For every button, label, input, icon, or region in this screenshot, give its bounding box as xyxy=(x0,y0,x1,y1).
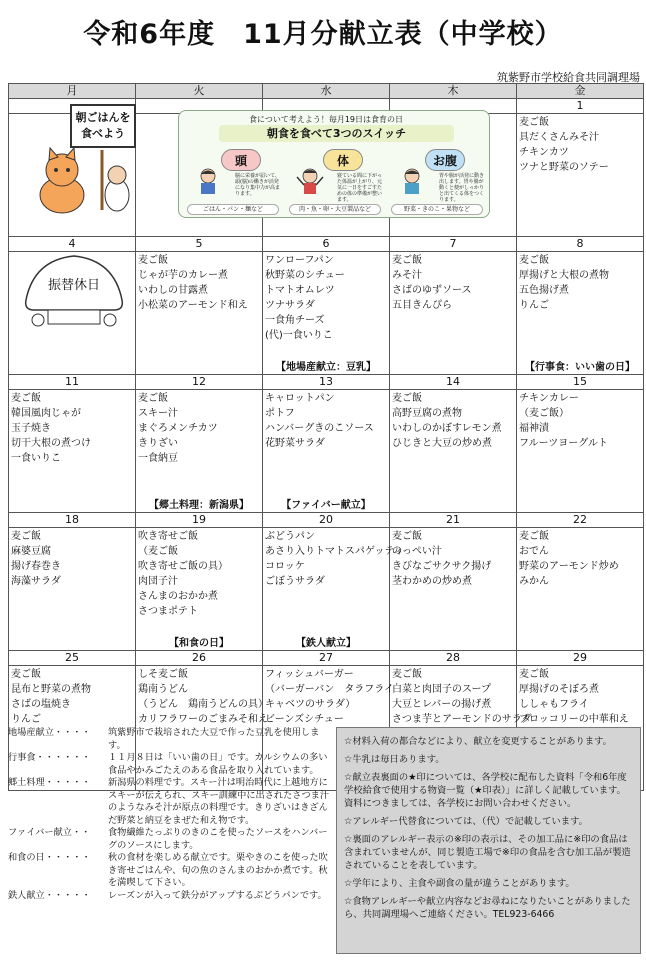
switch-head-label: 頭 xyxy=(221,149,261,171)
switch-body-desc: 寝ている間に下がった体温が上がり、元気に一日をすごすための体の準備が整います。 xyxy=(337,173,383,203)
menu-item: 麦ご飯 xyxy=(138,393,168,404)
organization-name: 筑紫野市学校給食共同調理場 xyxy=(497,71,640,84)
note-text: 新潟県の料理です。スキー汁は明治時代に上越地方にスキーが伝えられ、スキー訓練中に出されたさつま汁のようなみそ汁が原点の料理です。きりざいはきざんだ野菜と納豆をまぜた和え物です。 xyxy=(108,777,330,826)
menu-item: カリフラワーのごまみそ和え xyxy=(138,714,268,725)
note-row xyxy=(8,727,330,752)
note-key: 地場産献立・・・・ xyxy=(8,727,91,738)
menu-items xyxy=(390,666,532,727)
day-cell xyxy=(263,237,390,375)
menu-item: 麦ご飯 xyxy=(138,255,168,266)
note-row xyxy=(8,852,330,890)
week-row xyxy=(9,513,644,651)
menu-items xyxy=(517,114,643,175)
day-number: 20 xyxy=(263,513,389,528)
switch-head xyxy=(185,149,281,215)
menu-item: みそ汁 xyxy=(392,270,422,281)
menu-items xyxy=(263,666,394,727)
menu-item: 茎わかめの炒め煮 xyxy=(392,576,472,587)
menu-item: いわしのかぼすレモン煮 xyxy=(392,423,502,434)
menu-item: 麦ご飯 xyxy=(519,669,549,680)
menu-item: 揚げ春巻き xyxy=(11,561,61,572)
switch-body-food: 肉・魚・卵・大豆製品など xyxy=(289,204,381,215)
menu-item: ハンバーグきのこソース xyxy=(265,423,374,434)
menu-item: 麦ご飯 xyxy=(519,531,549,542)
menu-item: 麦ご飯 xyxy=(392,669,422,680)
notes-right xyxy=(336,727,641,954)
menu-item: 麻婆豆腐 xyxy=(11,546,51,557)
menu-item: 麦ご飯 xyxy=(11,393,41,404)
menu-item: りんご xyxy=(519,300,549,311)
menu-item: みかん xyxy=(519,576,549,587)
menu-item: 野菜のアーモンド炒め xyxy=(519,561,619,572)
notice-item: ☆アレルギー代替食については、（代）で記載しています。 xyxy=(344,816,588,827)
menu-item: 切干大根の煮つけ xyxy=(11,438,91,449)
menu-items xyxy=(263,252,389,343)
menu-items xyxy=(136,252,262,313)
menu-item: コロッケ xyxy=(265,561,305,572)
menu-item: 福神漬 xyxy=(519,423,549,434)
menu-item: 厚揚げのそぼろ煮 xyxy=(519,684,599,695)
menu-item: おでん xyxy=(519,546,549,557)
switch-belly-desc: 胃や腸が活発に動き出します。胃や腸が動くと便がしっかりと出てくる体をつくります。 xyxy=(439,173,485,203)
day-cell xyxy=(517,99,644,237)
switch-belly-label: お腹 xyxy=(425,149,465,171)
note-text: 秋の食材を楽しめる献立です。栗やきのこを使った吹き寄せごはんや、旬の魚のさんまのおかか煮です。秋を満喫して下さい。 xyxy=(108,852,328,888)
day-number: 6 xyxy=(263,237,389,252)
menu-items xyxy=(136,666,268,727)
day-cell xyxy=(263,375,390,513)
menu-item: さんまのおかか煮 xyxy=(138,591,218,602)
menu-items xyxy=(136,528,262,619)
theme-tag: 【郷土料理：新潟県】 xyxy=(149,500,249,511)
menu-item: キャベツのサラダ） xyxy=(265,699,356,710)
theme-tag: 【鉄人献立】 xyxy=(296,638,356,649)
menu-item: ぶどうパン xyxy=(265,531,315,542)
theme-tag: 【地場産献立：豆乳】 xyxy=(276,362,376,373)
day-cell xyxy=(517,513,644,651)
menu-item: きびなごサクサク揚げ xyxy=(392,561,492,572)
menu-item: 具だくさんみそ汁 xyxy=(519,132,599,143)
day-number: 14 xyxy=(390,375,516,390)
menu-item: りんご xyxy=(11,714,41,725)
menu-item: ツナと野菜のソテー xyxy=(519,162,609,173)
day-cell xyxy=(136,237,263,375)
day-number: 11 xyxy=(9,375,135,390)
notice-item: ☆材料入荷の都合などにより、献立を変更することがあります。 xyxy=(344,736,612,747)
note-key: ファイバー献立・・ xyxy=(8,827,91,838)
menu-items xyxy=(263,528,404,589)
menu-items xyxy=(263,390,389,451)
student-belly-icon xyxy=(397,167,427,197)
menu-item: 小松菜のアーモンド和え xyxy=(138,300,248,311)
menu-item: 麦ご飯 xyxy=(392,393,422,404)
note-text: レーズンが入って鉄分がアップするぶどうパンです。 xyxy=(108,889,327,901)
menu-item: ワンローフパン xyxy=(265,255,334,266)
menu-item: （麦ご飯 xyxy=(138,546,178,557)
switch-belly xyxy=(389,149,485,215)
menu-item: 吹き寄せご飯の具） xyxy=(138,561,228,572)
menu-item: フルーツヨーグルト xyxy=(519,438,608,449)
menu-item: キャロットパン xyxy=(265,393,335,404)
student-stretching-icon xyxy=(295,167,325,197)
menu-item: 一食納豆 xyxy=(138,453,178,464)
menu-items xyxy=(517,390,643,451)
menu-item: きりざい xyxy=(138,438,178,449)
day-number: 13 xyxy=(263,375,389,390)
menu-item: 肉団子汁 xyxy=(138,576,178,587)
switch-body xyxy=(287,149,383,215)
day-number: 28 xyxy=(390,651,516,666)
menu-item: ポトフ xyxy=(265,408,295,419)
day-cell xyxy=(136,513,263,651)
holiday-label: 振替休日 xyxy=(47,278,100,293)
menu-item: まぐろメンチカツ xyxy=(138,423,218,434)
banner-top-text: 食について考えよう！毎月19日は食育の日 xyxy=(249,115,404,124)
note-key: 鉄人献立・・・・・ xyxy=(8,889,91,901)
menu-item: チキンカレー xyxy=(519,393,579,404)
weekday-wed: 水 xyxy=(263,84,390,99)
menu-item: さつま芋とアーモンドのサラダ xyxy=(392,714,532,725)
menu-item: 玉子焼き xyxy=(11,423,51,434)
menu-items xyxy=(9,390,135,466)
day-number: 19 xyxy=(136,513,262,528)
menu-item: 五色揚げ煮 xyxy=(519,285,569,296)
student-eating-icon xyxy=(193,167,223,197)
day-cell xyxy=(263,513,404,651)
cat-icon xyxy=(22,140,142,220)
theme-tag: 【ファイバー献立】 xyxy=(281,500,371,511)
menu-item: ツナサラダ xyxy=(265,300,315,311)
menu-items xyxy=(517,528,643,589)
menu-item: 花野菜サラダ xyxy=(265,438,325,449)
menu-item: あさり入りトマトスパゲッティ xyxy=(265,546,404,557)
note-key: 行事食・・・・・・ xyxy=(8,752,91,763)
day-number: 4 xyxy=(9,237,135,252)
menu-item: 秋野菜のシチュー xyxy=(265,270,345,281)
menu-items xyxy=(136,390,262,466)
menu-item: いわしの甘露煮 xyxy=(138,285,208,296)
menu-item: （うどん 鶏南うどんの具） xyxy=(138,699,268,710)
menu-item: 麦ご飯 xyxy=(11,669,41,680)
menu-item: （麦ご飯） xyxy=(519,408,569,419)
menu-item: さばの塩焼き xyxy=(11,699,71,710)
menu-item: 五目きんぴら xyxy=(392,300,452,311)
menu-item: ブロッコリーの中華和え xyxy=(519,714,629,725)
menu-item: 吹き寄せご飯 xyxy=(138,531,198,542)
day-number: 25 xyxy=(9,651,135,666)
day-cell xyxy=(9,513,136,651)
menu-item: 麦ご飯 xyxy=(11,531,41,542)
menu-item: ごぼうサラダ xyxy=(265,576,325,587)
note-row xyxy=(8,890,330,903)
menu-item: スキー汁 xyxy=(138,408,178,419)
theme-tag: 【行事食：いい歯の日】 xyxy=(525,362,635,373)
menu-item: (代)一食いりこ xyxy=(265,330,333,341)
menu-item: ビーンズシチュー xyxy=(265,714,344,725)
day-number: 21 xyxy=(390,513,516,528)
notice-item: ☆裏面のアレルギー表示の※印の表示は、その加工品に※印の食品は含まれていませんが、同じ製造工場で※印の食品を含む加工品が製造されていることを表しています。 xyxy=(344,834,631,871)
holiday-graphic xyxy=(18,250,130,332)
menu-item: 一食いりこ xyxy=(11,453,61,464)
note-text: 食物繊維たっぷりのきのこを使ったソースをハンバーグのソースにします。 xyxy=(108,827,328,851)
weekday-mon: 月 xyxy=(9,84,136,99)
menu-items xyxy=(517,252,643,313)
day-number: 27 xyxy=(263,651,389,666)
day-number: 22 xyxy=(517,513,643,528)
menu-item: 高野豆腐の煮物 xyxy=(392,408,462,419)
day-cell xyxy=(390,513,517,651)
menu-item: さばのゆずソース xyxy=(392,285,472,296)
day-cell xyxy=(517,237,644,375)
notice-item: ☆牛乳は毎日あります。 xyxy=(344,754,445,765)
day-number: 8 xyxy=(517,237,643,252)
day-cell xyxy=(390,237,517,375)
day-cell xyxy=(390,375,517,513)
notes-left xyxy=(8,727,330,902)
theme-tag: 【和食の日】 xyxy=(169,638,229,649)
menu-item: フィッシュバーガー xyxy=(265,669,354,680)
menu-items xyxy=(9,666,135,727)
note-text: 筑紫野市で栽培された大豆で作った豆乳を使用します。 xyxy=(108,727,320,751)
note-text: １１月８日は「いい歯の日」です。カルシウムの多い食品やかみごたえのある食品を取り入れています。 xyxy=(108,752,328,776)
menu-item: 大豆とレバーの揚げ煮 xyxy=(392,699,492,710)
note-key: 和食の日・・・・・ xyxy=(8,852,91,863)
day-number: 7 xyxy=(390,237,516,252)
menu-item: さつまポテト xyxy=(138,606,198,617)
menu-item: ししゃもフライ xyxy=(519,699,589,710)
menu-item: 麦ご飯 xyxy=(519,255,549,266)
day-cell xyxy=(136,375,263,513)
switch-body-label: 体 xyxy=(323,149,363,171)
menu-item: 麦ご飯 xyxy=(392,531,422,542)
day-number: 29 xyxy=(517,651,643,666)
menu-items xyxy=(390,252,516,313)
menu-item: 鶏南うどん xyxy=(138,684,188,695)
menu-item: 韓国風肉じゃが xyxy=(11,408,81,419)
weekday-header xyxy=(9,84,644,99)
menu-item: 麦ご飯 xyxy=(392,255,422,266)
switch-head-food: ごはん・パン・麺など xyxy=(187,204,279,215)
weekday-thu: 木 xyxy=(390,84,517,99)
note-row xyxy=(8,777,330,827)
note-row xyxy=(8,752,330,777)
menu-items xyxy=(9,528,135,589)
notice-item: ☆献立表裏面の★印については、各学校に配布した資料「令和6年度学校給食で使用する物資一覧（★印表）」に詳しく記載しています。資料につきましては、各学校にお問い合わせください。 xyxy=(344,772,627,809)
notice-item: ☆食物アレルギーや献立内容などお尋ねになりたいことがありましたら、共同調理場へご連絡ください。TEL923-6466 xyxy=(344,896,631,920)
menu-item: しそ麦ご飯 xyxy=(138,669,188,680)
day-cell xyxy=(517,375,644,513)
week-row xyxy=(9,375,644,513)
note-key: 郷土料理・・・・・ xyxy=(8,777,91,788)
switch-belly-food: 野菜・きのこ・果物など xyxy=(391,204,483,215)
breakfast-sign: 朝ごはんを食べよう xyxy=(70,104,136,148)
menu-item: 一食角チーズ xyxy=(265,315,325,326)
menu-item: （バーガーバン タラフライ xyxy=(265,684,394,695)
menu-items xyxy=(390,528,516,589)
page-title: 令和6年度 11月分献立表（中学校） xyxy=(83,19,563,50)
note-row xyxy=(8,827,330,852)
day-number: 5 xyxy=(136,237,262,252)
switch-head-desc: 脳に栄養が届いて、頭(脳)の働きが活発になり集中力が高まります。 xyxy=(235,173,281,197)
menu-item: 昆布と野菜の煮物 xyxy=(11,684,91,695)
menu-item: のっぺい汁 xyxy=(392,546,442,557)
notice-item: ☆学年により、主食や副食の量が違うことがあります。 xyxy=(344,878,575,889)
day-cell xyxy=(9,375,136,513)
menu-items xyxy=(390,390,516,451)
menu-items xyxy=(517,666,643,727)
menu-item: じゃが芋のカレー煮 xyxy=(138,270,228,281)
menu-item: 麦ご飯 xyxy=(519,117,549,128)
menu-item: 厚揚げと大根の煮物 xyxy=(519,270,609,281)
menu-item: 海藻サラダ xyxy=(11,576,61,587)
menu-item: ひじきと大豆の炒め煮 xyxy=(392,438,492,449)
day-number: 12 xyxy=(136,375,262,390)
day-number: 26 xyxy=(136,651,262,666)
menu-item: 白菜と肉団子のスープ xyxy=(392,684,491,695)
weekday-tue: 火 xyxy=(136,84,263,99)
day-number: 15 xyxy=(517,375,643,390)
day-number: 1 xyxy=(517,99,643,114)
menu-item: チキンカツ xyxy=(519,147,569,158)
day-number: 18 xyxy=(9,513,135,528)
weekday-fri: 金 xyxy=(517,84,644,99)
banner-title: 朝食を食べて3つのスイッチ xyxy=(219,125,454,142)
breakfast-banner xyxy=(178,110,490,218)
menu-item: トマトオムレツ xyxy=(265,285,335,296)
